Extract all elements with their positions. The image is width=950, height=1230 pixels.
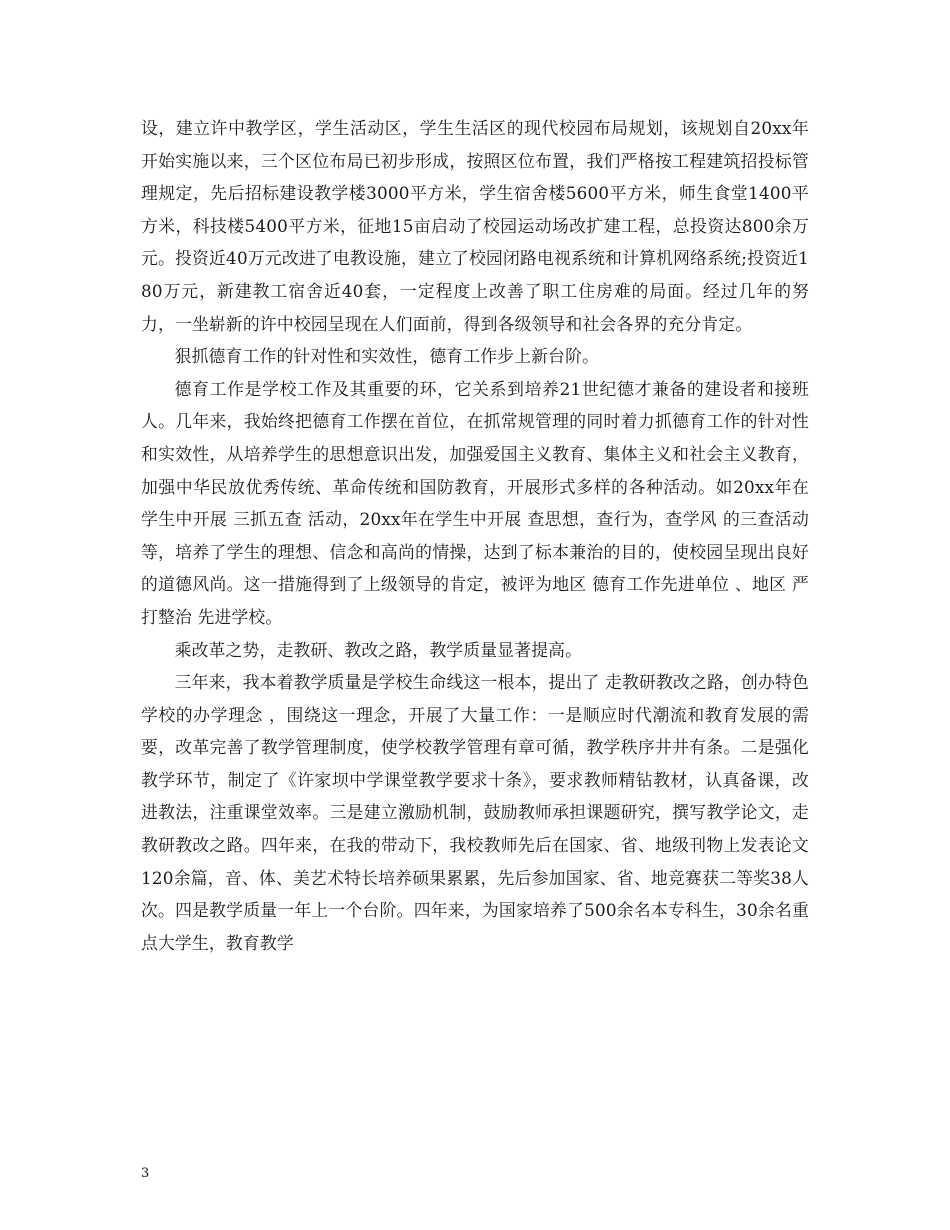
paragraph-campus-construction: 设，建立许中教学区，学生活动区，学生生活区的现代校园布局规划，该规划自20xx年开始实施以来，三个区位布局已初步形成，按照区位布置，我们严格按工程建筑招投标管理规定，先后招标建设教学楼3000平方米，学生宿舍楼5600平方米，师生食堂1400平方米，科技楼5400平方米，征地15亩启动了校园运动场改扩建工程，总投资达800余万元。投资近40万元改进了电教设施，建立了校园闭路电视系统和计算机网络系统;投资近180万元，新建教工宿舍近40套，一定程度上改善了职工住房难的局面。经过几年的努力，一坐崭新的许中校园呈现在人们面前，得到各级领导和社会各界的充分肯定。: [141, 118, 809, 334]
paragraph-moral-education: 德育工作是学校工作及其重要的环，它关系到培养21世纪德才兼备的建设者和接班人。几年来，我始终把德育工作摆在首位，在抓常规管理的同时着力抓德育工作的针对性和实效性，从培养学生的思想意识出发，加强爱国主义教育、集体主义和社会主义教育，加强中华民放优秀传统、革命传统和国防教育，开展形式多样的各种活动。如20xx年在学生中开展 三抓五查 活动，20xx年在学生中开展 查思想，查行为，查学风 的三查活动等，培养了学生的理想、信念和高尚的情操，达到了标本兼治的目的，使校园呈现出良好的道德风尚。这一措施得到了上级领导的肯定，被评为地区 德育工作先进单位 、地区 严打整治 先进学校。: [141, 378, 809, 627]
document-body: [141, 112, 809, 959]
paragraph-teaching-quality: 三年来，我本着教学质量是学校生命线这一根本，提出了 走教研教改之路，创办特色学校的办学理念 ，围绕这一理念，开展了大量工作：一是顺应时代潮流和教育发展的需要，改革完善了教学管理制度，使学校教学管理有章可循，教学秩序井井有条。二是强化教学环节，制定了《许家坝中学课堂教学要求十条》，要求教师精钻教材，认真备课，改进教法，注重课堂效率。三是建立激励机制，鼓励教师承担课题研究，撰写教学论文，走教研教改之路。四年来，在我的带动下，我校教师先后在国家、省、地级刊物上发表论文120余篇，音、体、美艺术特长培养硕果累累，先后参加国家、省、地竞赛获二等奖38人次。四是教学质量一年上一个台阶。四年来，为国家培养了500余名本专科生，30余名重点大学生，教育教学: [141, 672, 809, 953]
heading-teaching-reform: 乘改革之势，走教研、教改之路，教学质量显著提高。: [174, 639, 583, 660]
heading-moral-education: 狠抓德育工作的针对性和实效性，德育工作步上新台阶。: [174, 346, 600, 367]
page-number: 3: [141, 1166, 150, 1181]
